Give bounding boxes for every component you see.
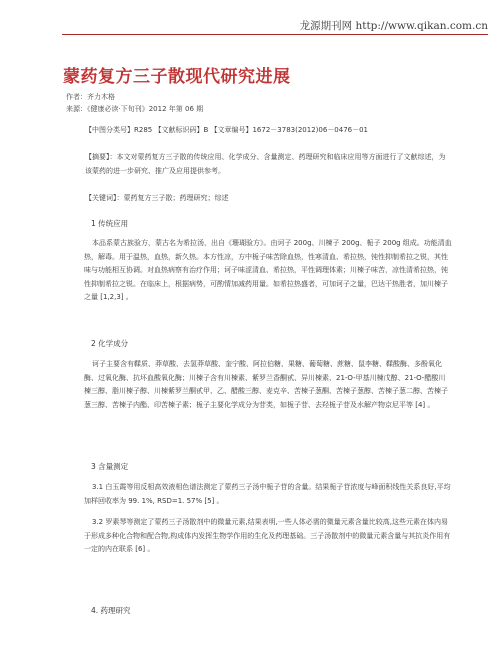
keywords-text: 【关键词】：蒙药复方三子散；药理研究；综述	[85, 194, 229, 202]
paragraph: 诃子主要含有鞣质、莽草酸、去氢莽草酸、奎宁酸、阿拉伯糖、果糖、葡萄糖、蔗糖、鼠李糖、鞣酸酶、多酚氧化酶、过氧化酶、抗坏血酸氧化酶；川楝子含有川楝素、紫罗兰香酮甙、异川楝素、21-O-甲基川楝戊醇、21-O-醋酸川楝三醇、脂川楝子醇、川楝紫罗兰酮甙甲、乙、醋酸三醇、麦克辛、苦楝子葱酮、苦楝子葱醇、苦楝子葱二醇、苦楝子葱三醇、苦楝子内酯、印苦楝子素；栀子主要化学成分为苷类，如栀子苷、去羟栀子苷及水解产物京尼平等 [4] 。	[84, 360, 448, 409]
paragraph: 3.2 罗素琴等测定了蒙药三子汤散剂中的微量元素,结果表明,一些人体必需的微量元素含量比较高,这些元素在体内易于形成多种化合物和配合物,构成体内发挥生物学作用的生化及药理基础。三子汤散剂中的微量元素含量与其抗炎作用有一定的内在联系 [6] 。	[84, 518, 451, 553]
section-heading-traditional-use: 1 传统应用	[91, 219, 129, 228]
site-header-link[interactable]: 龙源期刊网 http://www.qikan.com.cn	[299, 20, 488, 32]
article-author: 作者：齐力木格	[66, 93, 115, 101]
keywords-block	[85, 192, 449, 206]
paragraph: 3.1 白玉霞等用反相高效液相色谱法测定了蒙药三子汤中栀子苷的含量。结果栀子苷浓度与峰面积线性关系良好,平均加样回收率为 99. 1%, RSD=1. 57% [5] 。	[84, 483, 451, 505]
section-body-content-determination	[84, 481, 452, 557]
classification-line	[85, 124, 449, 138]
paragraph: 本品系蒙古族验方，蒙古名为希拉汤，出自《珊瑚验方》。由诃子 200g、川楝子 200g、栀子 200g 组成。功能清血热，解毒。用于温热，血热，新久热。本方性凉，方中栀子味苦除血热，性寒清血、希拉热，钝性抑制希拉之锐，其性味与功能相互协调。对血热病察有治疗作用；诃子味涩清血、希拉热，平性调理体素；川楝子味苦，凉性清希拉热，钝性抑制希拉之锐。在临床上，根据病势，可酌情加减药用量。如希拉热盛者，可加诃子之量，巴达干热胜者，加川楝子之量 [1,2,3] 。	[84, 239, 452, 301]
section-heading-content-determination: 3 含量测定	[91, 462, 129, 471]
section-body-chemical-components	[84, 358, 452, 412]
section-heading-pharmacology: 4. 药理研究	[91, 606, 131, 615]
section-body-traditional-use	[84, 237, 452, 305]
article-source: 来源：《健康必读·下旬刊》2012 年第 06 期	[66, 105, 204, 113]
classification-text: 【中图分类号】R285 【文献标识码】B 【文章编号】1672－3783(2012)06－0476－01	[85, 126, 369, 134]
section-heading-chemical-components: 2 化学成分	[91, 339, 129, 348]
abstract-block	[85, 151, 449, 178]
header-divider	[62, 34, 488, 35]
article-title: 蒙药复方三子散现代研究进展	[63, 67, 291, 87]
abstract-text: 【摘要】：本文对蒙药复方三子散的传统应用、化学成分、含量测定、药理研究和临床应用等方面进行了文献综述，为该蒙药的进一步研究、推广及应用提供参考。	[85, 153, 446, 175]
